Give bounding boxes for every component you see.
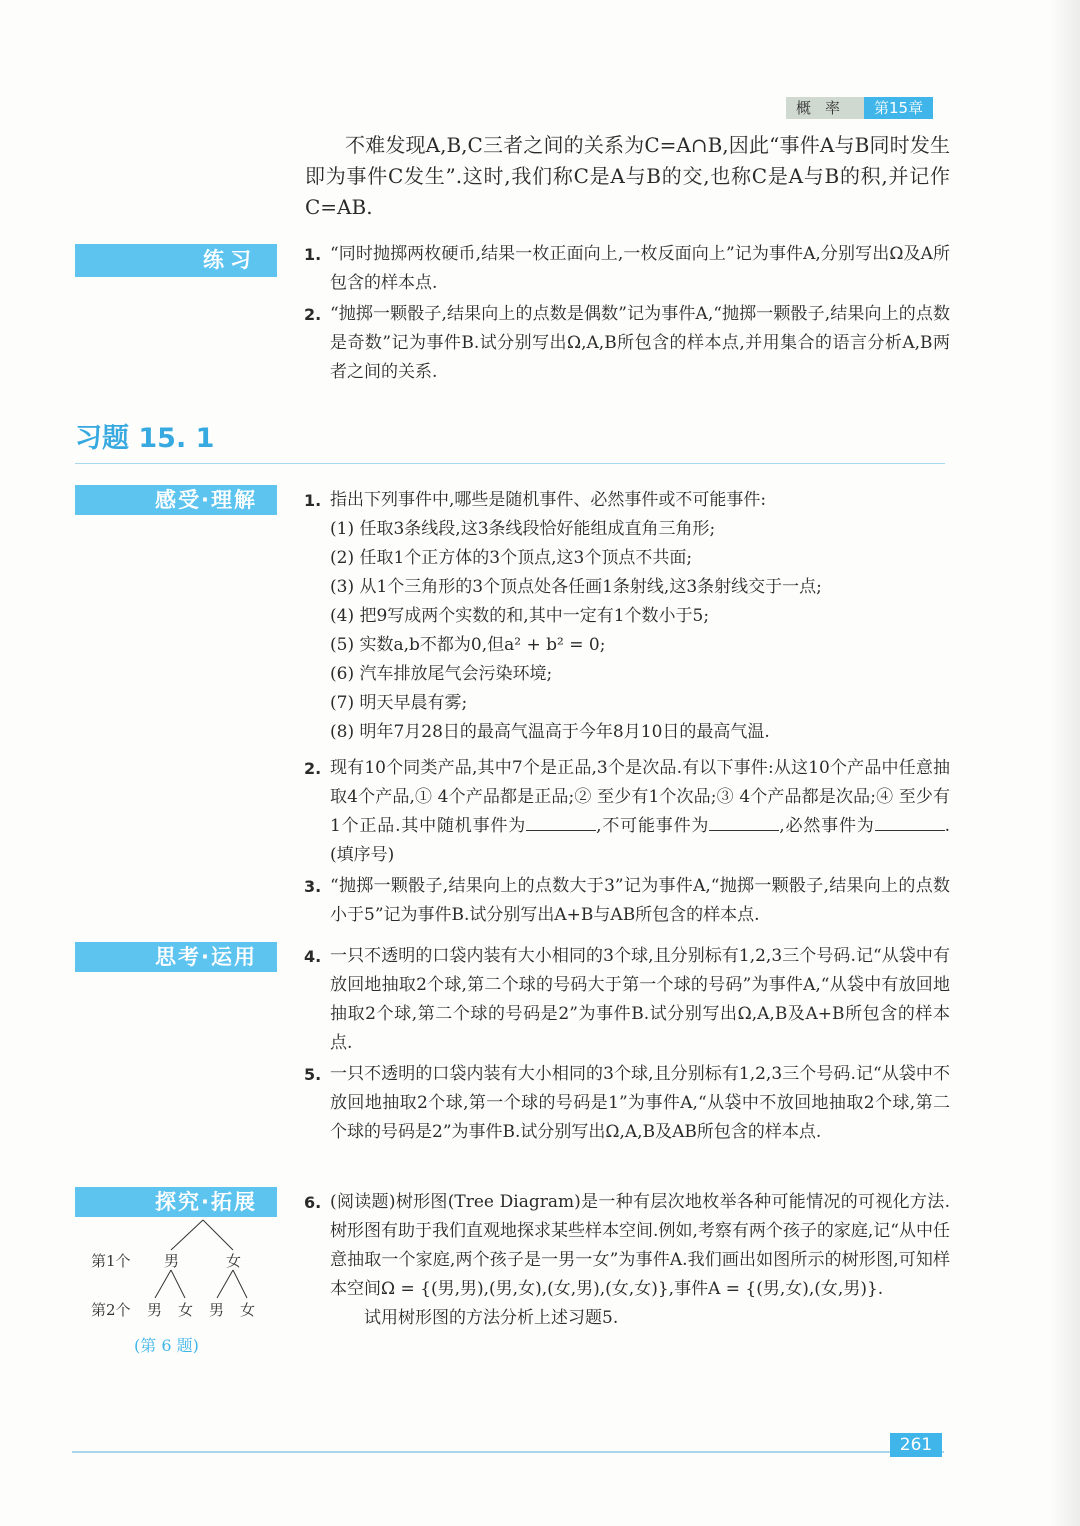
answer-blank[interactable]: [526, 814, 596, 831]
tree-branch: [203, 1220, 233, 1250]
intro-text: 不难发现A,B,C三者之间的关系为C=A∩B,因此“事件A与B同时发生即为事件C发生”.这时,我们称C是A与B的交,也称C是A与B的积,并记作C=AB.: [305, 133, 950, 219]
q3-text: “抛掷一颗骰子,结果向上的点数大于3”记为事件A,“抛掷一颗骰子,结果向上的点数小于5”记为事件B.试分别写出A+B与AB所包含的样本点.: [330, 876, 950, 925]
q1-sub: (6) 汽车排放尾气会污染环境;: [330, 664, 553, 684]
tree-node: 女: [226, 1252, 242, 1270]
q6-text: (阅读题)树形图(Tree Diagram)是一种有层次地枚举各种可能情况的可视化方法.树形图有助于我们直观地探求某些样本空间.例如,考察有两个孩子的家庭,记“从中任意抽取一个家庭,两个孩子是一男一女”为事件A.我们画出如图所示的树形图,可知样本空间Ω = {(男,男),(男,女),(女,男),(女,女)},事件A = {(男,女),(女,男)}.: [330, 1192, 950, 1299]
q2-part4: .(填序号): [330, 816, 951, 865]
q4-num: 4.: [304, 947, 322, 966]
q2-part2: ,不可能事件为: [596, 816, 710, 836]
q3-num: 3.: [304, 877, 322, 896]
tree-branch: [155, 1270, 171, 1298]
exercise-q6: [304, 1188, 950, 1333]
figure-caption: (第 6 题): [134, 1336, 199, 1355]
exercise-q3: [304, 872, 950, 930]
q4-text: 一只不透明的口袋内装有大小相同的3个球,且分别标有1,2,3三个号码.记“从袋中有放回地抽取2个球,第二个球的号码大于第一个球的号码”为事件A,“从袋中有放回地抽取2个球,第二个球的号码是2”为事件B.试分别写出Ω,A,B及A+B所包含的样本点.: [330, 946, 950, 1053]
practice-num: 2.: [304, 305, 322, 324]
q1-sub: (3) 从1个三角形的3个顶点处各任画1条射线,这3条射线交于一点;: [330, 577, 822, 597]
page-edge-shadow: [1050, 0, 1080, 1526]
header-subject: 概率: [786, 97, 864, 119]
footer-divider: [72, 1451, 944, 1453]
q1-stem: 指出下列事件中,哪些是随机事件、必然事件或不可能事件:: [330, 490, 767, 510]
tree-node: 女: [240, 1301, 256, 1319]
exercise-q1: [304, 486, 950, 747]
q1-sub: (5) 实数a,b不都为0,但a² + b² = 0;: [330, 635, 606, 655]
practice-tag-label: 练习: [203, 248, 257, 272]
answer-blank[interactable]: [875, 814, 945, 831]
feel-tag-label: 感受·理解: [155, 488, 257, 512]
tree-branch: [233, 1270, 247, 1298]
practice-text: “抛掷一颗骰子,结果向上的点数是偶数”记为事件A,“抛掷一颗骰子,结果向上的点数是奇数”记为事件B.试分别写出Ω,A,B所包含的样本点,并用集合的语言分析A,B两者之间的关系.: [330, 304, 950, 382]
q2-part3: ,必然事件为: [779, 816, 875, 836]
practice-item: [304, 240, 950, 298]
tree-level2-label: 第2个: [91, 1301, 131, 1319]
tree-branch: [217, 1270, 233, 1298]
q2-part1: 现有10个同类产品,其中7个是正品,3个是次品.有以下事件:从这10个产品中任意抽取4个产品,① 4个产品都是正品;② 至少有1个次品;③ 4个产品都是次品;④ 至少有1个正品.其中随机事件为: [330, 758, 950, 836]
feel-understand-tag: [75, 485, 277, 515]
practice-item: [304, 300, 950, 387]
practice-text: “同时抛掷两枚硬币,结果一枚正面向上,一枚反面向上”记为事件A,分别写出Ω及A所包含的样本点.: [330, 244, 950, 293]
q1-sub: (1) 任取3条线段,这3条线段恰好能组成直角三角形;: [330, 519, 716, 539]
exercise-q5: [304, 1060, 950, 1147]
tree-node: 男: [209, 1301, 225, 1319]
tree-node: 男: [164, 1252, 180, 1270]
exercise-q4: [304, 942, 950, 1058]
running-header: [786, 97, 933, 119]
q5-text: 一只不透明的口袋内装有大小相同的3个球,且分别标有1,2,3三个号码.记“从袋中不放回地抽取2个球,第一个球的号码是1”为事件A,“从袋中不放回地抽取2个球,第二个球的号码是2”为事件B.试分别写出Ω,A,B及AB所包含的样本点.: [330, 1064, 950, 1142]
think-tag-label: 思考·运用: [155, 945, 257, 969]
q5-num: 5.: [304, 1065, 322, 1084]
q1-sub: (7) 明天早晨有雾;: [330, 693, 468, 713]
page-number: 261: [890, 1433, 942, 1457]
tree-branch: [171, 1220, 203, 1250]
q2-num: 2.: [304, 759, 322, 778]
exercise-q2: [304, 754, 950, 870]
practice-list: [304, 240, 950, 387]
explore-extend-tag: [75, 1187, 277, 1217]
answer-blank[interactable]: [709, 814, 779, 831]
q1-sub: (8) 明年7月28日的最高气温高于今年8月10日的最高气温.: [330, 722, 770, 742]
tree-node: 男: [147, 1301, 163, 1319]
exercise-title: 习题 15. 1: [75, 423, 215, 454]
q6-num: 6.: [304, 1193, 322, 1212]
intro-paragraph: [305, 130, 950, 223]
practice-num: 1.: [304, 245, 322, 264]
tree-branch: [171, 1270, 185, 1298]
q2-text: [330, 754, 950, 870]
q1-num: 1.: [304, 491, 322, 510]
header-chapter: 第15章: [864, 97, 933, 119]
q1-sub: (2) 任取1个正方体的3个顶点,这3个顶点不共面;: [330, 548, 693, 568]
title-divider: [75, 463, 945, 464]
tree-level1-label: 第1个: [91, 1252, 131, 1270]
q1-sub: (4) 把9写成两个实数的和,其中一定有1个数小于5;: [330, 606, 710, 626]
explore-tag-label: 探究·拓展: [155, 1190, 257, 1214]
tree-node: 女: [178, 1301, 194, 1319]
q6-followup: 试用树形图的方法分析上述习题5.: [364, 1308, 619, 1328]
think-apply-tag: [75, 942, 277, 972]
practice-tag: [75, 244, 277, 277]
